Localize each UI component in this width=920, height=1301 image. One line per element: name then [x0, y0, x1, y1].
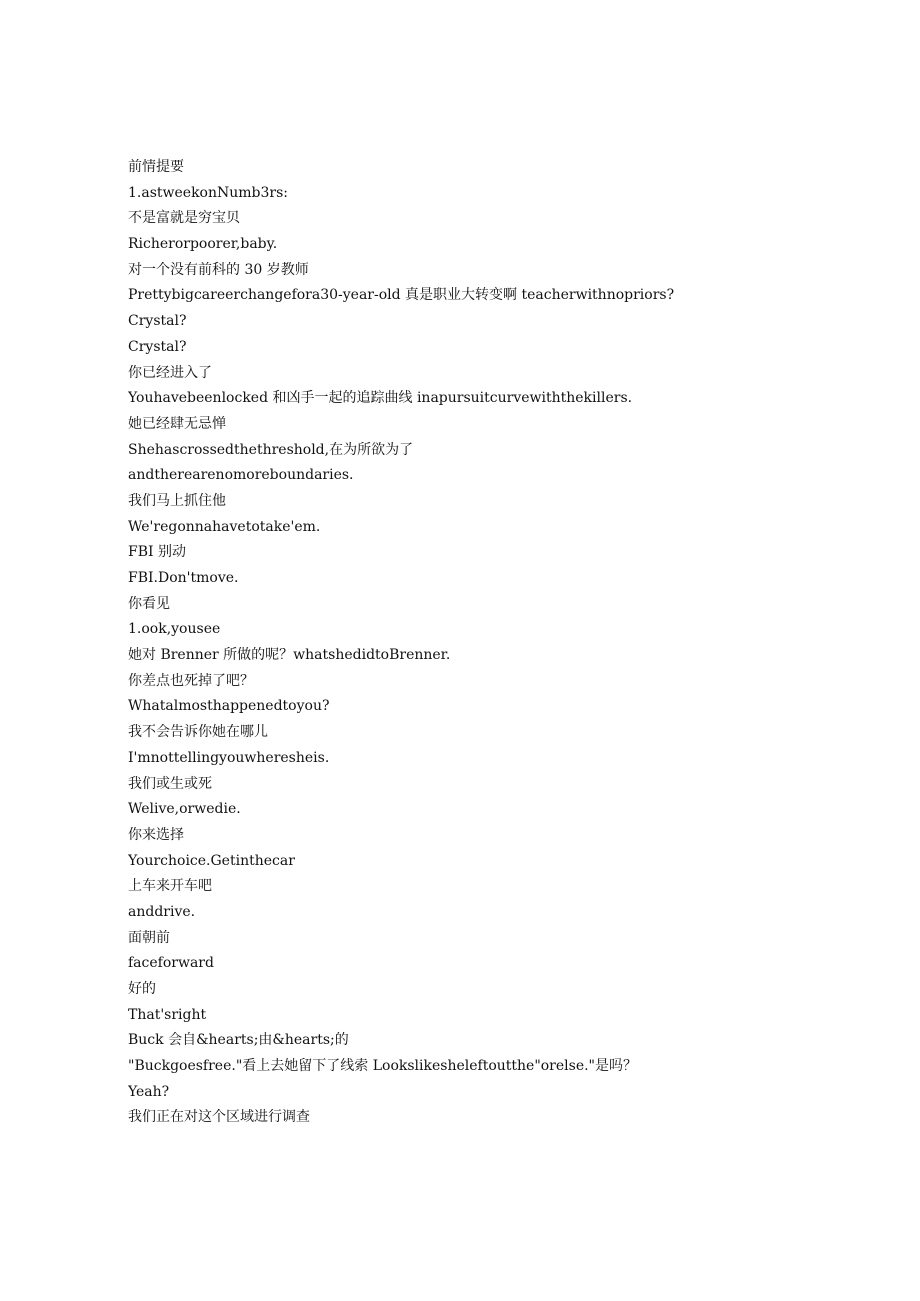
transcript-line: Whatalmosthappenedtoyou? — [128, 698, 330, 715]
transcript-line: andtherearenomoreboundaries. — [128, 467, 354, 484]
transcript-line: Crystal? — [128, 338, 187, 355]
transcript-line: We'regonnahavetotake'em. — [128, 518, 321, 535]
transcript-line: anddrive. — [128, 903, 196, 920]
transcript-line: 你来选择 — [128, 826, 184, 843]
transcript-line: 她对 Brenner 所做的呢？whatshedidtoBrenner. — [128, 647, 451, 664]
transcript-line: Buck 会自&hearts;由&hearts;的 — [128, 1032, 349, 1049]
transcript-line: FBI.Don'tmove. — [128, 570, 239, 586]
transcript-line: "Buckgoesfree."看上去她留下了线索 Lookslikesheleftoutthe"orelse."是吗？ — [128, 1058, 637, 1075]
transcript-line: Crystal? — [128, 313, 187, 330]
transcript-line: 面朝前 — [128, 929, 170, 946]
transcript-line: 前情提要 — [128, 159, 184, 175]
transcript-line: faceforward — [128, 955, 214, 972]
transcript-line: Yeah? — [128, 1083, 170, 1100]
transcript-lines — [128, 155, 848, 1131]
transcript-line: 1.astweekonNumb3rs: — [128, 184, 289, 201]
transcript-line: 我们马上抓住他 — [128, 492, 226, 509]
transcript-line: 她已经肆无忌惮 — [128, 415, 226, 432]
transcript-line: 上车来开车吧 — [128, 878, 212, 895]
transcript-line: Prettybigcareerchangefora30-year-old 真是职业大转变啊 teacherwithnopriors? — [128, 287, 675, 304]
transcript-line: 我们或生或死 — [128, 775, 212, 792]
transcript-line: 我们正在对这个区域进行调查 — [128, 1109, 310, 1126]
transcript-line: 1.ook,yousee — [128, 621, 221, 638]
transcript-line: 你已经进入了 — [128, 364, 212, 381]
transcript-line: 你看见 — [128, 595, 170, 612]
transcript-line: Welive,orwedie. — [128, 801, 241, 818]
transcript-line: 不是富就是穷宝贝 — [128, 210, 240, 227]
transcript-line: That'sright — [128, 1006, 207, 1023]
transcript-line: FBI 别动 — [128, 544, 186, 561]
transcript-line: Youhavebeenlocked 和凶手一起的追踪曲线 inapursuitcurvewiththekillers. — [128, 390, 633, 407]
transcript-line: Yourchoice.Getinthecar — [128, 852, 295, 869]
transcript-line: 你差点也死掉了吧？ — [128, 672, 254, 689]
transcript-line: 对一个没有前科的 30 岁教师 — [128, 261, 309, 278]
transcript-line: Richerorpoorer,baby. — [128, 236, 278, 253]
transcript-line: Shehascrossedthethreshold,在为所欲为了 — [128, 441, 414, 458]
transcript-line: 我不会告诉你她在哪儿 — [128, 724, 268, 741]
transcript-line: I'mnottellingyouwheresheis. — [128, 749, 330, 766]
transcript-line: 好的 — [128, 981, 156, 997]
